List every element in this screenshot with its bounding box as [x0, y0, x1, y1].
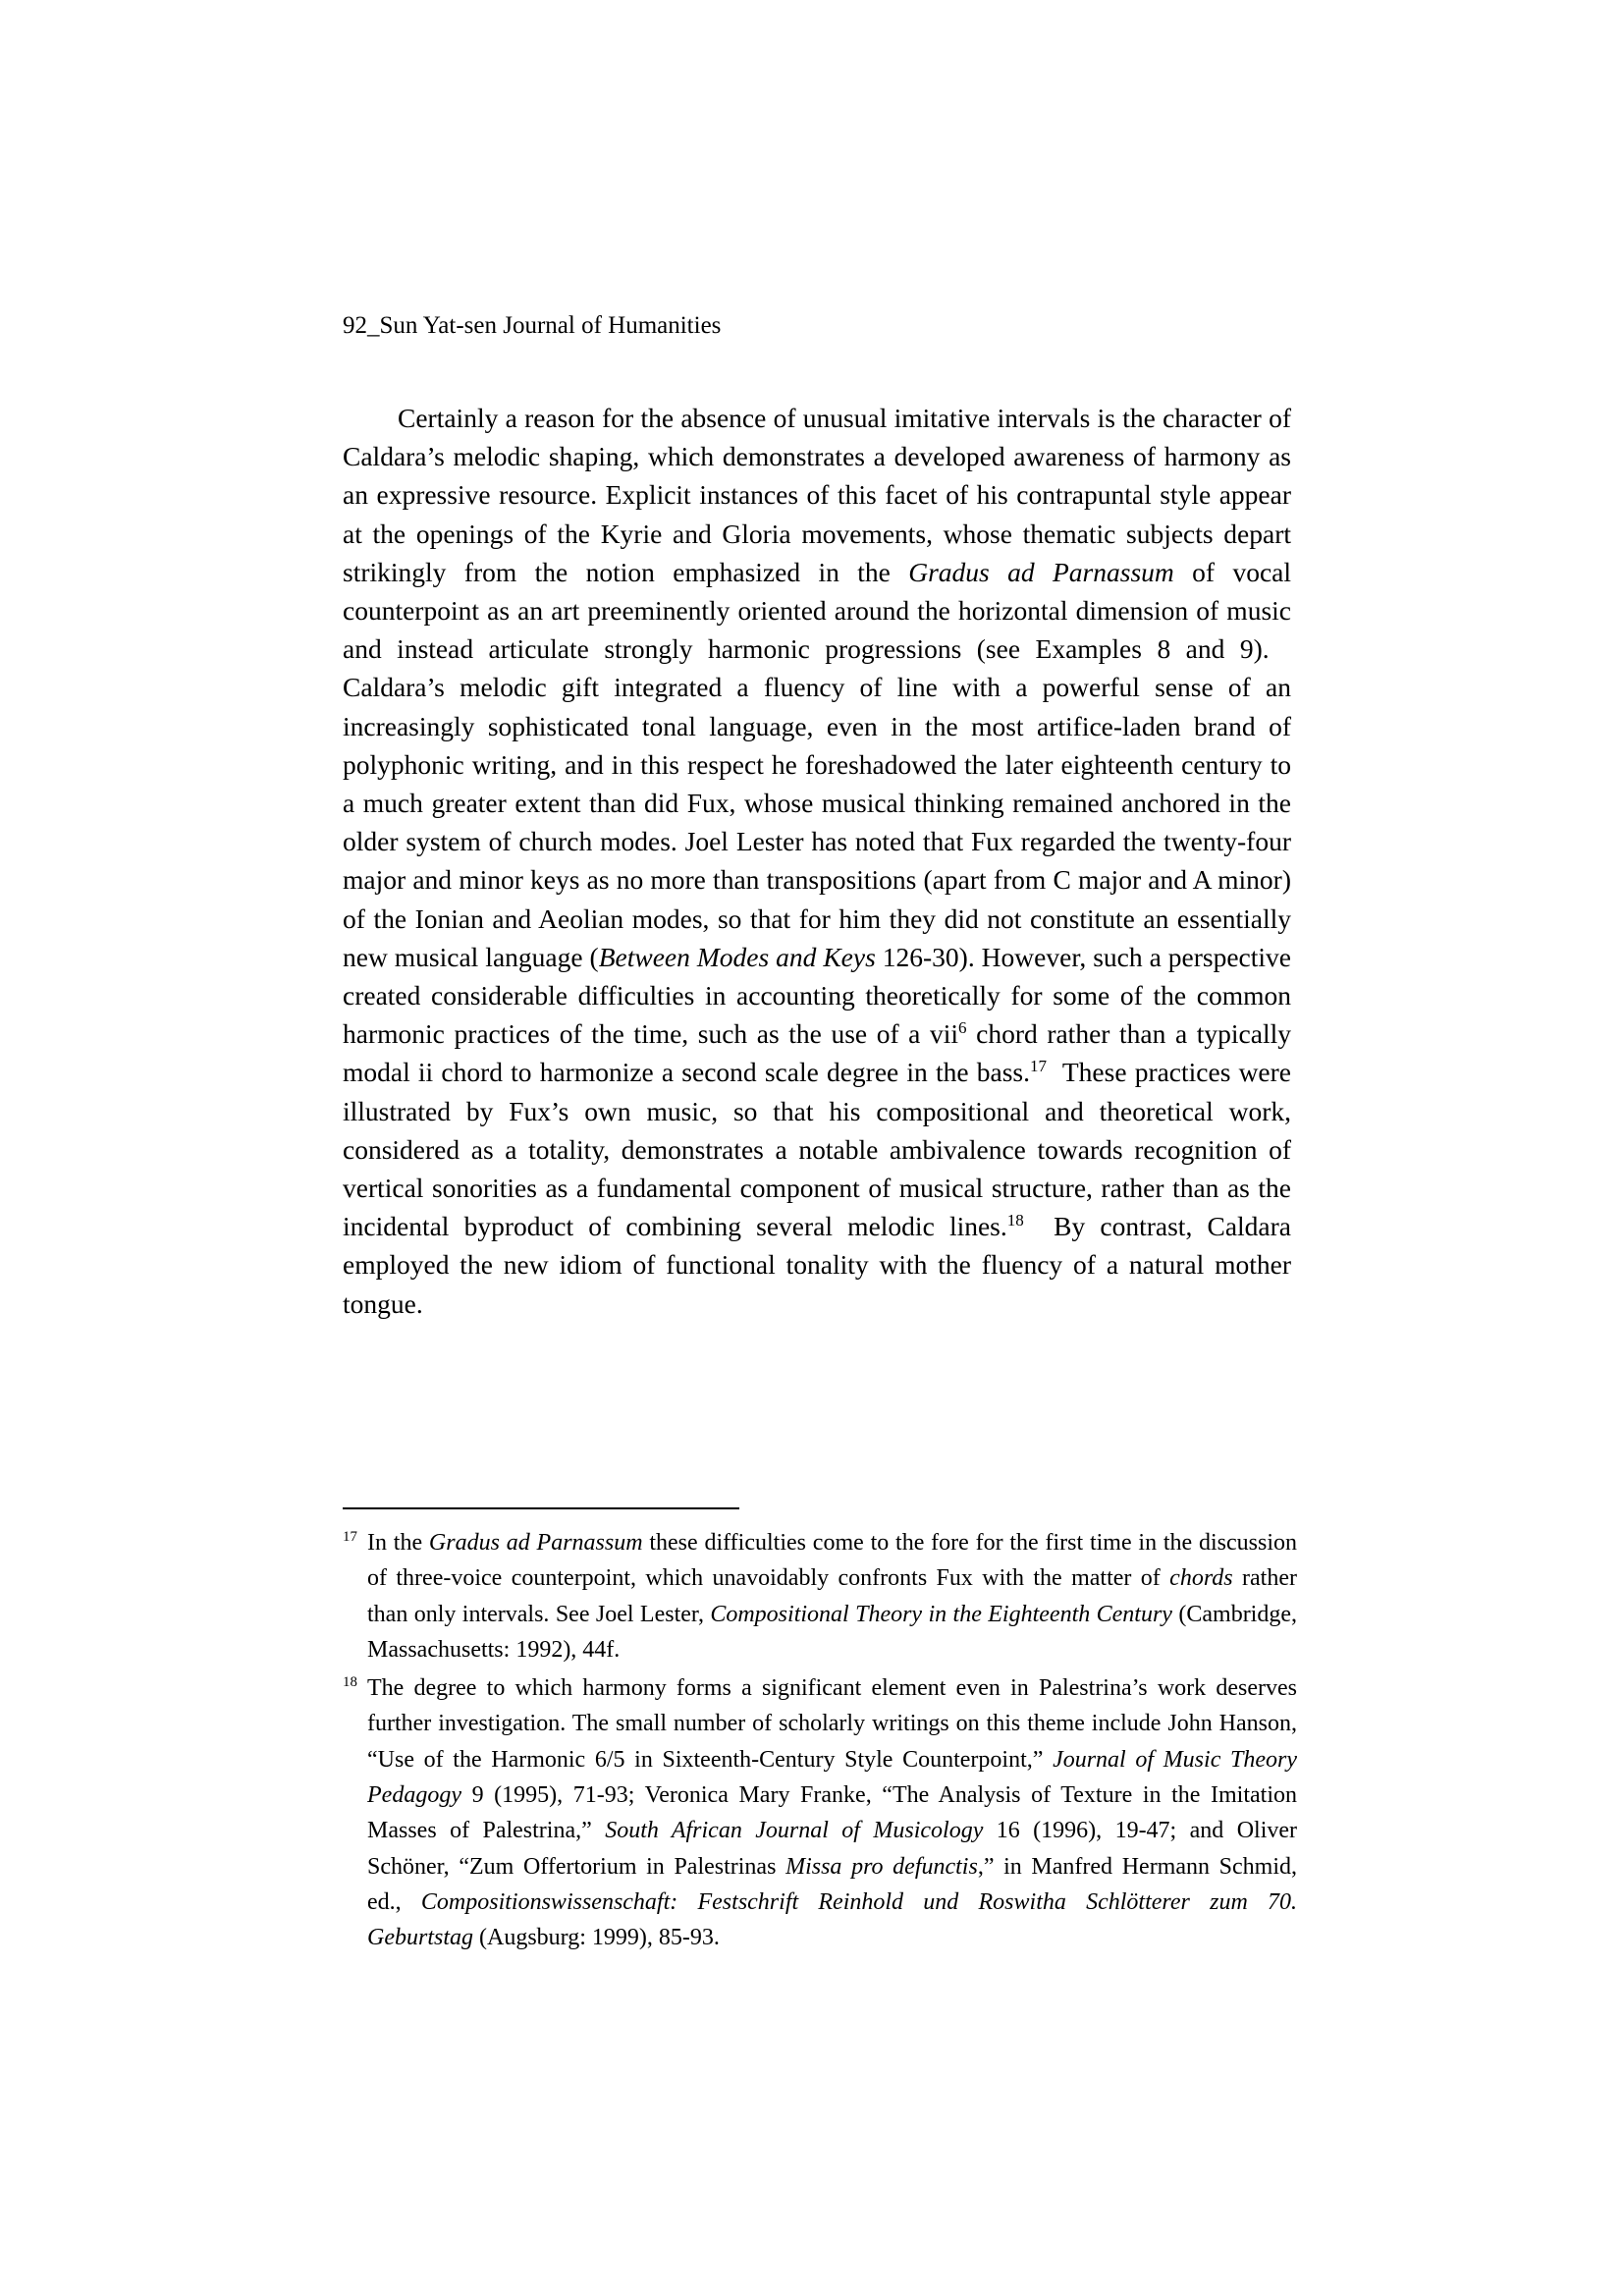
footnote-text: ,” in Manfred Hermann Schmid, ed.,: [367, 1853, 1297, 1915]
footnotes: [343, 1525, 1297, 1959]
footnote-text: The degree to which harmony forms a significant element even in Palestrina’s work deserves further investigation. The small number of scholarly writings on this theme include John Hanson, “Use of the Harmonic 6/5 in Sixteenth-Century Style Counterpoint,”: [367, 1675, 1297, 1773]
title-between-modes-and-keys: Between Modes and Keys: [598, 941, 876, 972]
body-text-run: of vocal counterpoint as an art preeminently oriented around the horizontal dimension of music and instead articulate strongly harmonic progressions (see Examples 8 and 9). Caldara’s melodic gift integrated a fluency of line with a powerful sense of an increasingly sophisticated tonal language, even in the most artifice-laden brand of polyphonic writing, and in this respect he foreshadowed the later eighteenth century to a much greater extent than did Fux, whose musical thinking remained anchored in the older system of church modes. Joel Lester has noted that Fux regarded the twenty-four major and minor keys as no more than transpositions (apart from C major and A minor) of the Ionian and Aeolian modes, so that for him they did not constitute an essentially new musical language (: [343, 556, 1292, 972]
footnote-text: 16 (1996), 19-47; and Oliver Schöner, “Zum Offertorium in Palestrinas: [367, 1818, 1298, 1880]
footnote-18: 18 The degree to which harmony forms a significant element even in Palestrina’s work deserves further investigation. The small number of scholarly writings on this theme include John Hanson, “Use of the Harmonic 6/5 in Sixteenth-Century Style Counterpoint,” Journal of Music Theory Pedagogy 9 (1995), 71-93; Veronica Mary Franke, “The Analysis of Texture in the Imitation Masses of Palestrina,” South African Journal of Musicology 16 (1996), 19-47; and Oliver Schöner, “Zum Offertorium in Palestrinas Missa pro defunctis,” in Manfred Hermann Schmid, ed., Compositionswissenschaft: Festschrift Reinhold und Roswitha Schlötterer zum 70. Geburtstag (Augsburg: 1999), 85-93.: [343, 1674, 1298, 1951]
footnote-italic: Journal of Music Theory Pedagogy: [367, 1746, 1297, 1809]
footnote-text: (Augsburg: 1999), 85-93.: [473, 1925, 720, 1951]
footnote-text: rather than only intervals. See Joel Lester,: [367, 1565, 1297, 1627]
footnote-italic: chords: [1169, 1565, 1233, 1592]
footnote-ref-17[interactable]: 17: [1029, 1057, 1048, 1076]
footnote-17: 17 In the Gradus ad Parnassum these difficulties come to the fore for the first time in the discussion of three-voice counterpoint, which unavoidably confronts Fux with the matter of chords rather than only intervals. See Joel Lester, Compositional Theory in the Eighteenth Century (Cambridge, Massachusetts: 1992), 44f.: [343, 1529, 1298, 1663]
footnote-divider: [343, 1507, 739, 1509]
body-text-run: These practices were illustrated by Fux’s own music, so that his compositional and theoretical work, considered as a totality, demonstrates a notable ambivalence towards recognition of vertical sonorities as a fundamental component of musical structure, rather than as the incidental byproduct of combining several melodic lines.: [343, 1057, 1292, 1242]
footnote-text: 9 (1995), 71-93; Veronica Mary Franke, “The Analysis of Texture in the Imitation Masses of Palestrina,”: [367, 1782, 1297, 1844]
footnote-italic: Missa pro defunctis: [785, 1853, 978, 1880]
footnote-italic: South African Journal of Musicology: [605, 1818, 984, 1844]
title-gradus-ad-parnassum: Gradus ad Parnassum: [908, 556, 1174, 587]
body-paragraph: [343, 399, 1291, 1323]
footnote-italic: Gradus ad Parnassum: [428, 1530, 643, 1556]
footnote-italic: Compositional Theory in the Eighteenth Century: [710, 1601, 1172, 1627]
footnote-ref-18[interactable]: 18: [1006, 1211, 1024, 1230]
footnote-italic: Compositionswissenschaft: Festschrift Reinhold und Roswitha Schlötterer zum 70. Geburtstag: [367, 1888, 1298, 1951]
running-header: 92_Sun Yat-sen Journal of Humanities: [343, 312, 722, 339]
footnote-text: In the: [367, 1530, 429, 1556]
body-text-run: chord rather than a typically modal ii chord to harmonize a second scale degree in the bass.: [343, 1018, 1291, 1088]
footnote-text: (Cambridge, Massachusetts: 1992), 44f.: [367, 1601, 1297, 1663]
body-text-run: Certainly a reason for the absence of unusual imitative intervals is the character of Caldara’s melodic shaping, which demonstrates a developed awareness of harmony as an expressive resource. Explicit instances of this facet of his contrapuntal style appear at the openings of the Kyrie and Gloria movements, whose thematic subjects depart strikingly from the notion emphasized in the: [343, 403, 1291, 587]
footnote-text: these difficulties come to the fore for the first time in the discussion of three-voice counterpoint, which unavoidably confronts Fux with the matter of: [367, 1530, 1298, 1592]
chord-inversion-superscript: 6: [958, 1018, 967, 1038]
body-text-run: 126-30). However, such a perspective created considerable difficulties in accounting theoretically for some of the common harmonic practices of the time, such as the use of a vii: [343, 941, 1291, 1050]
body-text-run: By contrast, Caldara employed the new idiom of functional tonality with the fluency of a natural mother tongue.: [343, 1211, 1292, 1319]
